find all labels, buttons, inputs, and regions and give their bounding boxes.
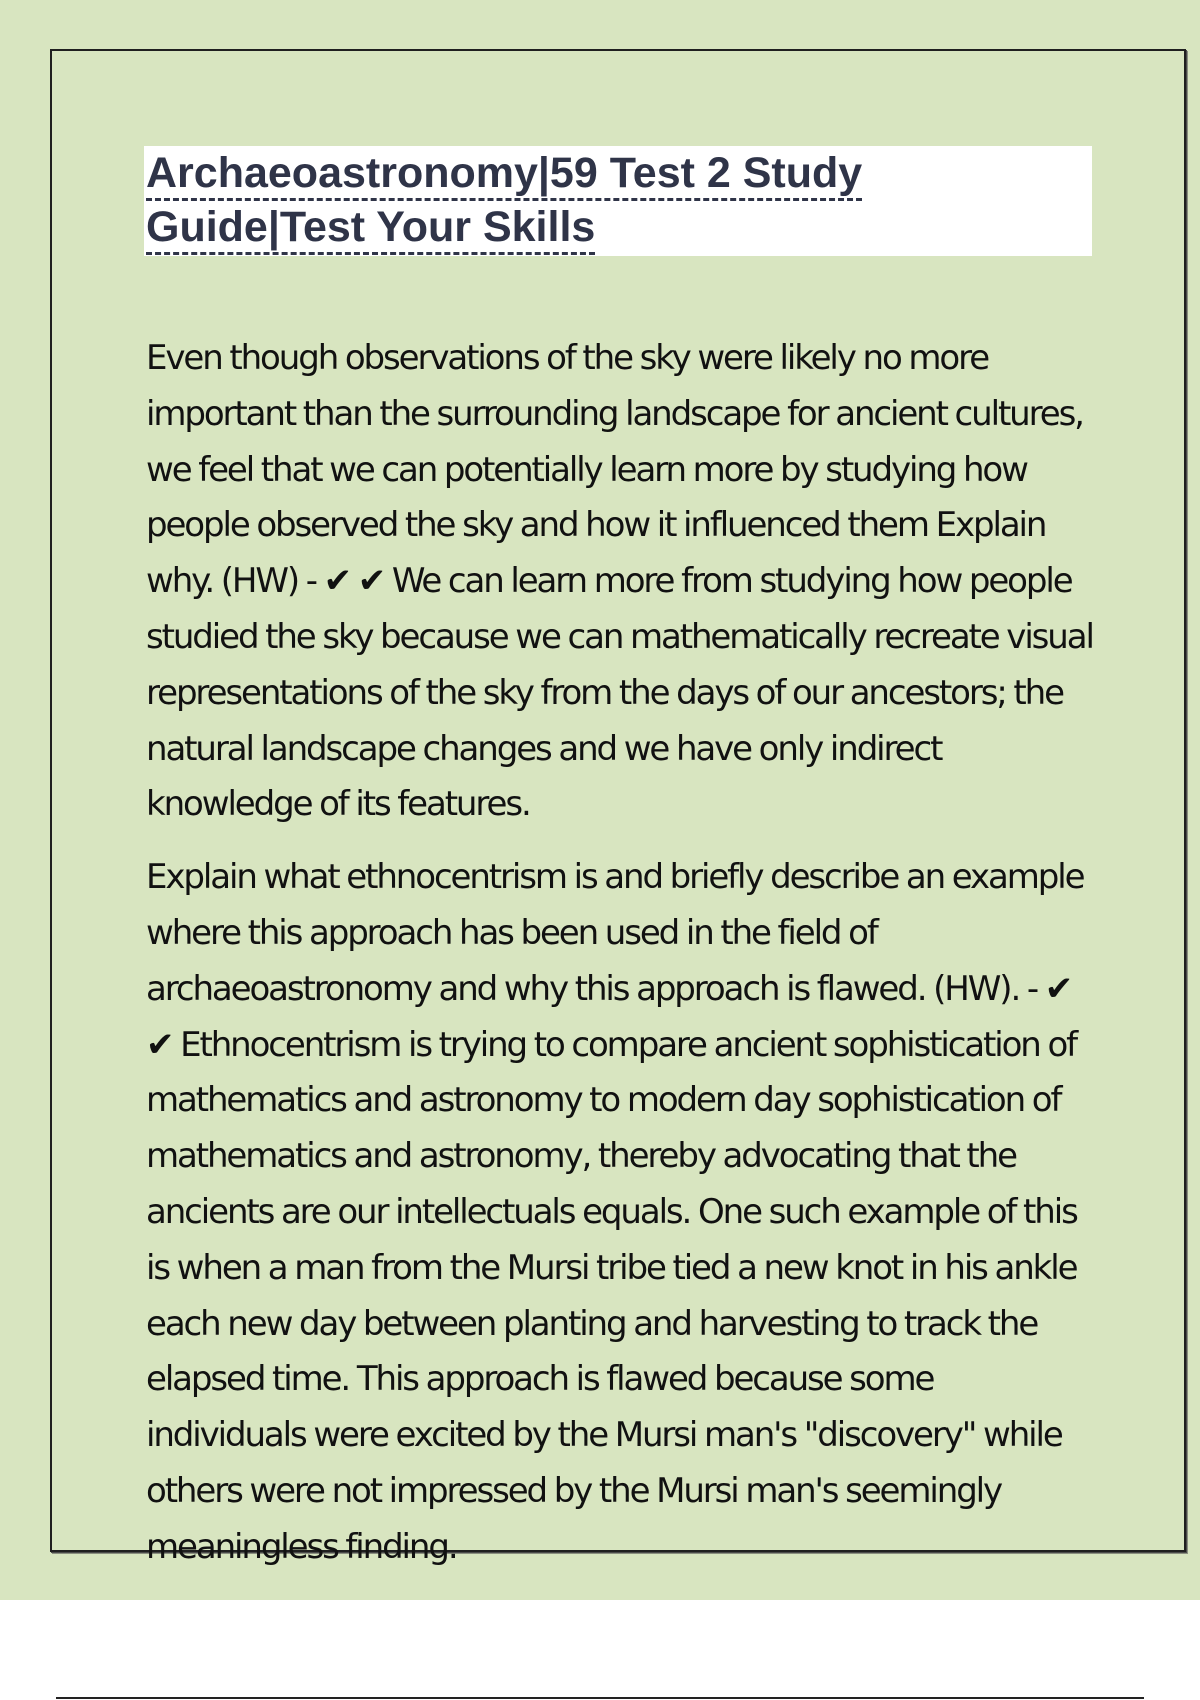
paragraph-1: Even though observations of the sky were likely no more important than the surrounding landscape for ancient cultures, we feel that we can potentially learn more by studying how people observed the sky and how it influenced them Explain why. (HW) - ✔ ✔ We can learn more from studying how people studied the sky because we can mathematically recreate visual representations of the sky from the days of our ancestors; the natural landscape changes and we have only indirect knowledge of its features. — [146, 338, 1093, 825]
footer-rule — [56, 1697, 1144, 1699]
document-title[interactable] — [146, 146, 1076, 254]
paragraph-2: Explain what ethnocentrism is and briefly describe an example where this approach has been used in the field of archaeoastronomy and why this approach is flawed. (HW). - ✔ ✔ Ethnocentrism is trying to compare ancient sophistication of mathematics and astronomy to modern day sophistication of mathematics and astronomy, thereby advocating that the ancients are our intellectuals equals. One such example of this is when a man from the Mursi tribe tied a new knot in his ankle each new day between planting and harvesting to track the elapsed time. This approach is flawed because some individuals were excited by the Mursi man's "discovery" while others were not impressed by the Mursi man's seemingly meaningless finding. — [146, 857, 1084, 1567]
document-body — [146, 331, 1096, 1576]
document-title-link[interactable]: Archaeoastronomy|59 Test 2 Study Guide|Test Your Skills — [146, 149, 862, 255]
